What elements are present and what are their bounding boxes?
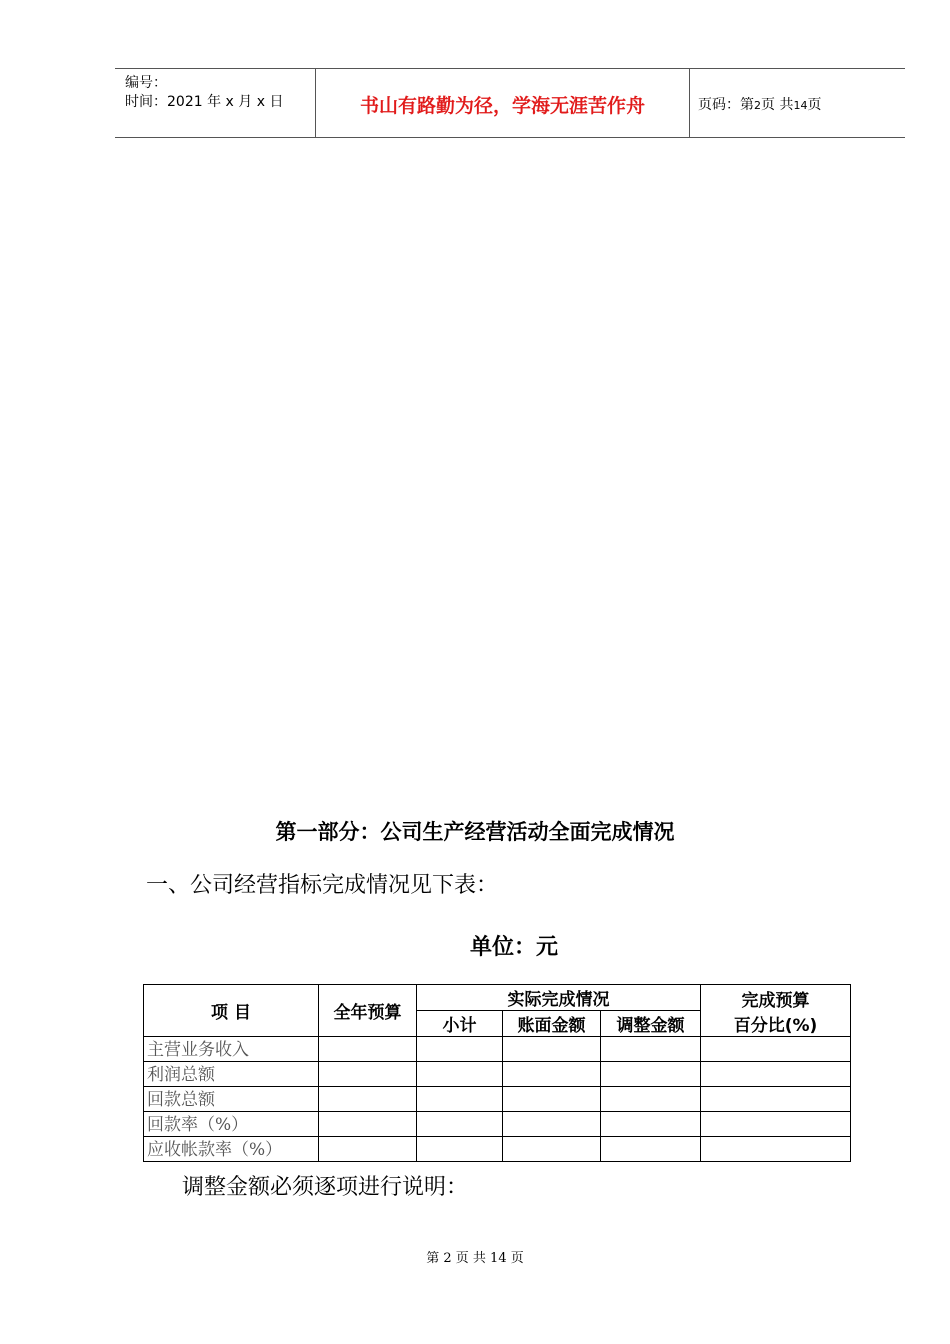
col-header-pct	[701, 985, 851, 1037]
table-cell	[601, 1112, 701, 1137]
table-cell	[601, 1062, 701, 1087]
table-cell	[701, 1112, 851, 1137]
col-header-pct-line2: 百分比(%)	[733, 1015, 818, 1036]
table-cell	[701, 1037, 851, 1062]
col-header-subtotal: 小计	[417, 1011, 503, 1037]
row-label: 应收帐款率（%）	[144, 1137, 319, 1162]
header-page-indicator	[698, 94, 821, 114]
section-title: 第一部分：公司生产经营活动全面完成情况	[275, 820, 675, 844]
table-cell	[417, 1112, 503, 1137]
table-cell	[417, 1062, 503, 1087]
header-page-cell	[690, 69, 905, 137]
table-cell	[319, 1112, 417, 1137]
indicator-table	[143, 984, 851, 1162]
table-row	[144, 1137, 851, 1162]
page-header	[115, 68, 905, 138]
table-row	[144, 1087, 851, 1112]
unit-label: 单位：元	[470, 935, 559, 960]
table-cell	[503, 1112, 601, 1137]
table-row	[144, 1037, 851, 1062]
table-cell	[701, 1137, 851, 1162]
adjustment-note: 调整金额必须逐项进行说明：	[182, 1175, 469, 1200]
page-end: 页	[807, 97, 822, 113]
col-header-adjust: 调整金额	[601, 1011, 701, 1037]
time-label: 时间：2021 年 x 月 x 日	[125, 94, 284, 110]
table-cell	[319, 1137, 417, 1162]
col-header-pct-line1: 完成预算	[741, 990, 810, 1011]
col-header-item: 项 目	[144, 985, 319, 1037]
table-cell	[503, 1137, 601, 1162]
table-cell	[319, 1037, 417, 1062]
table-cell	[601, 1137, 701, 1162]
page-footer: 第 2 页 共 14 页	[426, 1251, 524, 1266]
table-cell	[503, 1037, 601, 1062]
table-cell	[601, 1037, 701, 1062]
col-header-book: 账面金额	[503, 1011, 601, 1037]
number-label: 编号：	[125, 75, 167, 91]
row-label: 回款率（%）	[144, 1112, 319, 1137]
row-label: 主营业务收入	[144, 1037, 319, 1062]
col-header-budget: 全年预算	[319, 985, 417, 1037]
table-cell	[503, 1087, 601, 1112]
col-header-actual: 实际完成情况	[417, 985, 701, 1011]
table-cell	[319, 1087, 417, 1112]
table-cell	[601, 1087, 701, 1112]
intro-paragraph: 一、公司经营指标完成情况见下表：	[146, 873, 499, 898]
page-mid: 页 共	[761, 97, 794, 113]
row-label: 回款总额	[144, 1087, 319, 1112]
table-cell	[503, 1062, 601, 1087]
table-cell	[701, 1062, 851, 1087]
table-row	[144, 1112, 851, 1137]
header-meta	[115, 69, 316, 137]
page-number: 2	[754, 99, 761, 112]
table-cell	[319, 1062, 417, 1087]
header-motto: 书山有路勤为径，学海无涯苦作舟	[359, 95, 645, 117]
page-total: 14	[793, 99, 808, 112]
table-cell	[417, 1037, 503, 1062]
page-label: 页码：第	[698, 97, 754, 113]
table-cell	[417, 1137, 503, 1162]
table-cell	[417, 1087, 503, 1112]
table-row	[144, 1062, 851, 1087]
row-label: 利润总额	[144, 1062, 319, 1087]
header-motto-cell	[316, 69, 690, 137]
table-cell	[701, 1087, 851, 1112]
